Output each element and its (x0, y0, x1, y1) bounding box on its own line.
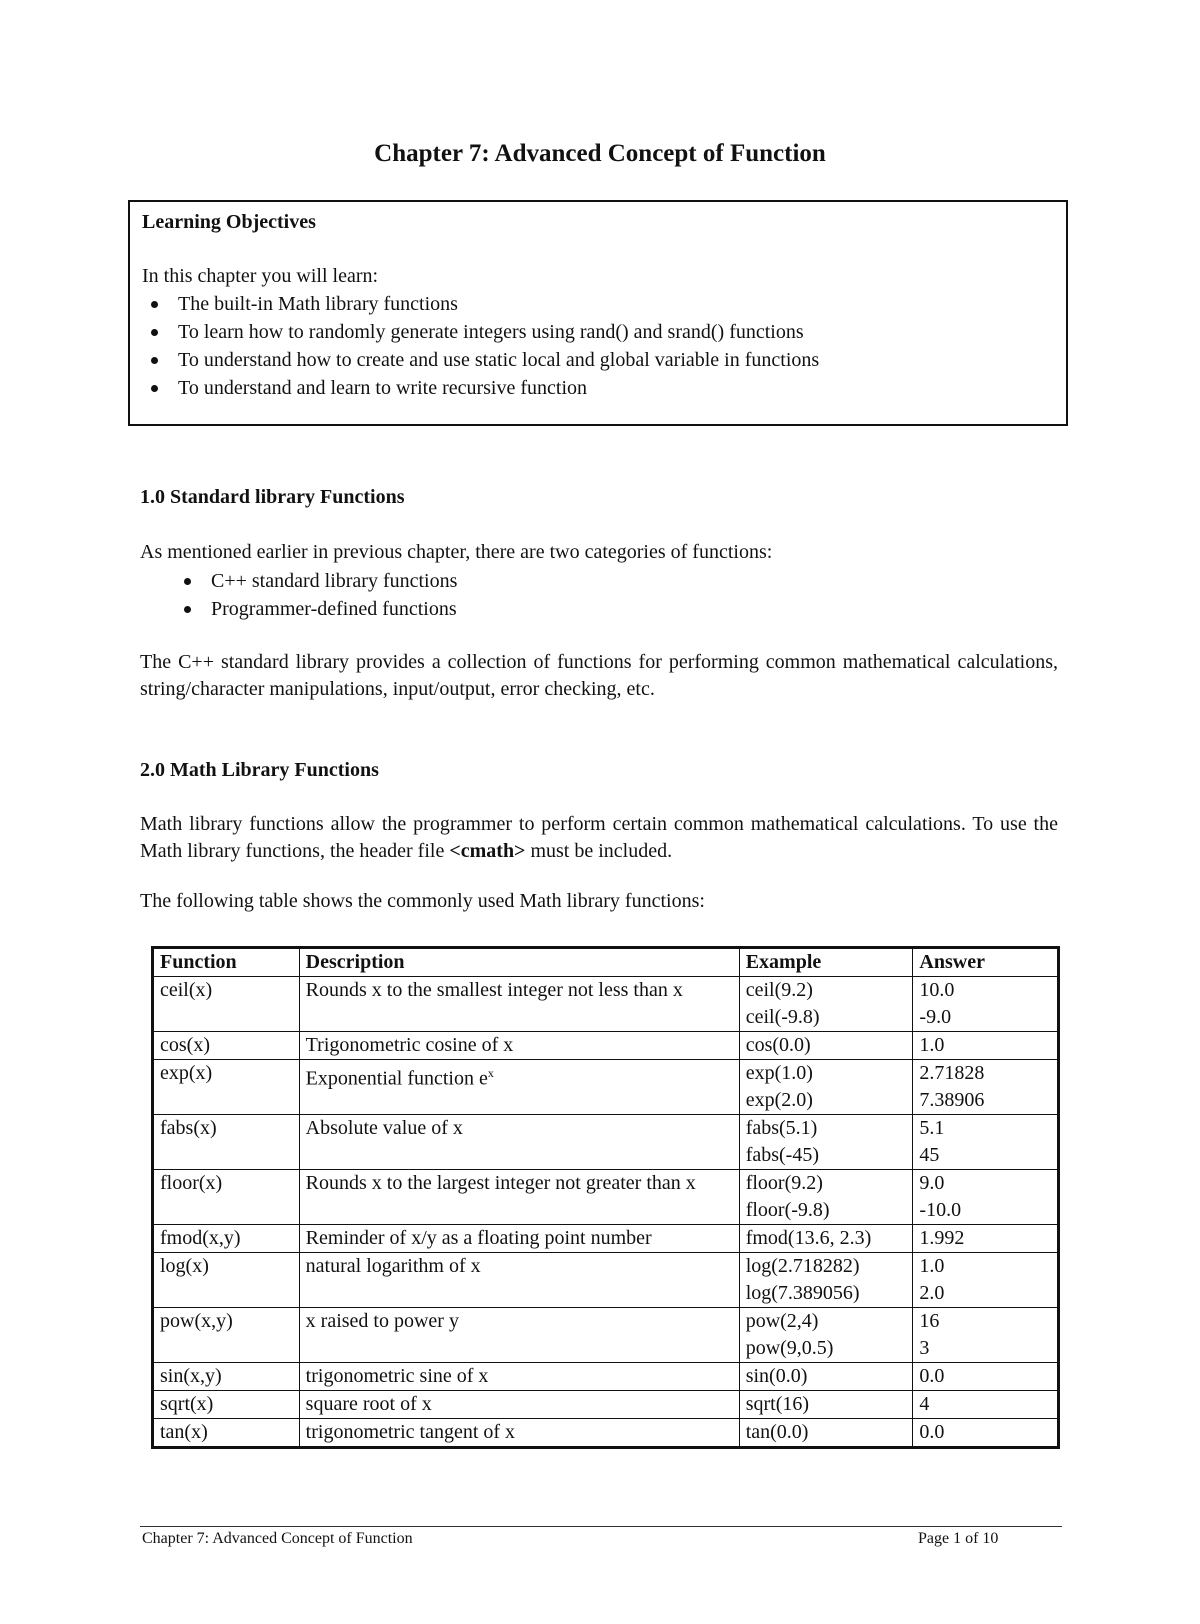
description-cell (299, 1032, 739, 1060)
bullet-icon (184, 606, 191, 613)
description-text: Reminder of x/y as a floating point number (305, 1227, 652, 1249)
description-text: Exponential function e (305, 1067, 488, 1090)
objective-item (142, 318, 1054, 346)
table-row (153, 1032, 1059, 1060)
category-item (175, 567, 457, 595)
answer-cell (913, 1115, 1059, 1170)
example-text: ceil(9.2) (745, 979, 813, 1001)
answer-text: -9.0 (919, 1006, 952, 1028)
para-text: Math library functions allow the programmer to perform certain common mathematical calculations. To use the Math library functions, the header file (140, 813, 1058, 862)
section-1-intro: As mentioned earlier in previous chapter, there are two categories of functions: (140, 541, 773, 563)
description-cell (299, 977, 739, 1032)
category-text: C++ standard library functions (211, 570, 458, 592)
description-text: Rounds x to the largest integer not greater than x (305, 1172, 696, 1194)
answer-text: 2.0 (919, 1282, 945, 1304)
example-text: floor(9.2) (745, 1172, 823, 1194)
objective-text: To learn how to randomly generate integers using rand() and srand() functions (178, 321, 804, 343)
bullet-icon (151, 357, 158, 364)
objectives-heading: Learning Objectives (142, 211, 316, 233)
description-superscript: x (487, 1066, 494, 1080)
example-text: ceil(-9.8) (745, 1006, 820, 1028)
page-title: Chapter 7: Advanced Concept of Function (374, 140, 826, 167)
example-cell (739, 1225, 913, 1253)
table-row (153, 1391, 1059, 1419)
answer-text: 5.1 (919, 1117, 945, 1139)
function-cell: ceil(x) (153, 977, 300, 1032)
table-row (153, 1253, 1059, 1308)
answer-cell (913, 1032, 1059, 1060)
answer-text: 0.0 (919, 1365, 945, 1387)
category-text: Programmer-defined functions (211, 598, 457, 620)
footer-chapter-title: Chapter 7: Advanced Concept of Function (142, 1530, 413, 1547)
answer-text: 45 (919, 1144, 940, 1166)
function-categories-list (175, 567, 457, 623)
objective-text: To understand how to create and use static local and global variable in functions (178, 349, 820, 371)
description-cell (299, 1115, 739, 1170)
description-text: square root of x (305, 1393, 432, 1415)
description-text: Absolute value of x (305, 1117, 463, 1139)
example-text: fmod(13.6, 2.3) (745, 1227, 872, 1249)
answer-text: 1.0 (919, 1255, 945, 1277)
column-header: Function (153, 948, 300, 977)
footer-divider (140, 1526, 1062, 1527)
answer-cell (913, 1419, 1059, 1448)
section-2-paragraph (140, 811, 1058, 865)
category-item (175, 595, 457, 623)
example-cell (739, 1060, 913, 1115)
answer-text: -10.0 (919, 1199, 962, 1221)
column-header: Answer (913, 948, 1059, 977)
function-cell: fmod(x,y) (153, 1225, 300, 1253)
answer-text: 16 (919, 1310, 940, 1332)
header-file-name: <cmath> (449, 840, 526, 862)
example-text: tan(0.0) (745, 1421, 809, 1443)
answer-cell (913, 1391, 1059, 1419)
description-text: x raised to power y (305, 1310, 459, 1332)
answer-text: 0.0 (919, 1421, 945, 1443)
example-text: floor(-9.8) (745, 1199, 830, 1221)
answer-text: 7.38906 (919, 1089, 985, 1111)
answer-text: 2.71828 (919, 1062, 985, 1084)
function-cell: sin(x,y) (153, 1363, 300, 1391)
column-header: Description (299, 948, 739, 977)
function-cell: fabs(x) (153, 1115, 300, 1170)
table-row (153, 1363, 1059, 1391)
description-text: Rounds x to the smallest integer not less than x (305, 979, 683, 1001)
example-text: sin(0.0) (745, 1365, 808, 1387)
description-text: Trigonometric cosine of x (305, 1034, 514, 1056)
description-text: trigonometric sine of x (305, 1365, 489, 1387)
objective-item (142, 346, 1054, 374)
table-intro: The following table shows the commonly used Math library functions: (140, 890, 705, 912)
table-row (153, 1225, 1059, 1253)
footer-page-number: Page 1 of 10 (918, 1530, 999, 1547)
column-header: Example (739, 948, 913, 977)
objective-item (142, 290, 1054, 318)
bullet-icon (151, 329, 158, 336)
example-text: sqrt(16) (745, 1393, 810, 1415)
section-1-heading: 1.0 Standard library Functions (140, 486, 405, 508)
example-text: log(2.718282) (745, 1255, 860, 1277)
bullet-icon (151, 301, 158, 308)
answer-cell (913, 1225, 1059, 1253)
example-cell (739, 1391, 913, 1419)
answer-cell (913, 1060, 1059, 1115)
answer-cell (913, 1170, 1059, 1225)
answer-text: 10.0 (919, 979, 955, 1001)
objective-item (142, 374, 1054, 402)
table-row (153, 1170, 1059, 1225)
table-body (153, 977, 1059, 1448)
answer-cell (913, 1363, 1059, 1391)
description-cell (299, 1419, 739, 1448)
example-cell (739, 1032, 913, 1060)
example-text: log(7.389056) (745, 1282, 860, 1304)
example-cell (739, 1363, 913, 1391)
example-text: fabs(5.1) (745, 1117, 818, 1139)
answer-cell (913, 1253, 1059, 1308)
table-row (153, 1060, 1059, 1115)
function-cell: floor(x) (153, 1170, 300, 1225)
example-cell (739, 1308, 913, 1363)
table-row (153, 1308, 1059, 1363)
objectives-list (142, 290, 1054, 402)
example-cell (739, 1419, 913, 1448)
function-cell: pow(x,y) (153, 1308, 300, 1363)
objective-text: The built-in Math library functions (178, 293, 458, 315)
table-row (153, 1115, 1059, 1170)
description-cell (299, 1391, 739, 1419)
description-cell (299, 1308, 739, 1363)
example-cell (739, 1253, 913, 1308)
answer-text: 3 (919, 1337, 930, 1359)
example-text: exp(2.0) (745, 1089, 813, 1111)
description-text: trigonometric tangent of x (305, 1421, 516, 1443)
function-cell: sqrt(x) (153, 1391, 300, 1419)
function-cell: cos(x) (153, 1032, 300, 1060)
para-text-end: must be included. (525, 840, 673, 862)
function-cell: tan(x) (153, 1419, 300, 1448)
example-cell (739, 977, 913, 1032)
table-row (153, 1419, 1059, 1448)
function-cell: log(x) (153, 1253, 300, 1308)
answer-cell (913, 1308, 1059, 1363)
example-text: pow(2,4) (745, 1310, 819, 1332)
example-cell (739, 1115, 913, 1170)
description-text: natural logarithm of x (305, 1255, 481, 1277)
description-cell (299, 1253, 739, 1308)
learning-objectives-box (128, 200, 1068, 426)
example-text: cos(0.0) (745, 1034, 811, 1056)
table-header-row (153, 948, 1059, 977)
section-1-paragraph: The C++ standard library provides a collection of functions for performing common mathematical calculations, string/character manipulations, input/output, error checking, etc. (140, 651, 1058, 700)
objective-text: To understand and learn to write recursive function (178, 377, 588, 399)
math-functions-table (151, 946, 1060, 1449)
answer-text: 1.992 (919, 1227, 965, 1249)
function-cell: exp(x) (153, 1060, 300, 1115)
table-row (153, 977, 1059, 1032)
bullet-icon (184, 578, 191, 585)
answer-text: 4 (919, 1393, 930, 1415)
section-2-heading: 2.0 Math Library Functions (140, 759, 379, 781)
example-text: pow(9,0.5) (745, 1337, 834, 1359)
description-cell (299, 1225, 739, 1253)
description-cell (299, 1170, 739, 1225)
example-text: fabs(-45) (745, 1144, 820, 1166)
example-text: exp(1.0) (745, 1062, 813, 1084)
description-cell (299, 1060, 739, 1115)
answer-cell (913, 977, 1059, 1032)
answer-text: 9.0 (919, 1172, 945, 1194)
objectives-intro: In this chapter you will learn: (142, 265, 379, 287)
bullet-icon (151, 385, 158, 392)
answer-text: 1.0 (919, 1034, 945, 1056)
description-cell (299, 1363, 739, 1391)
example-cell (739, 1170, 913, 1225)
